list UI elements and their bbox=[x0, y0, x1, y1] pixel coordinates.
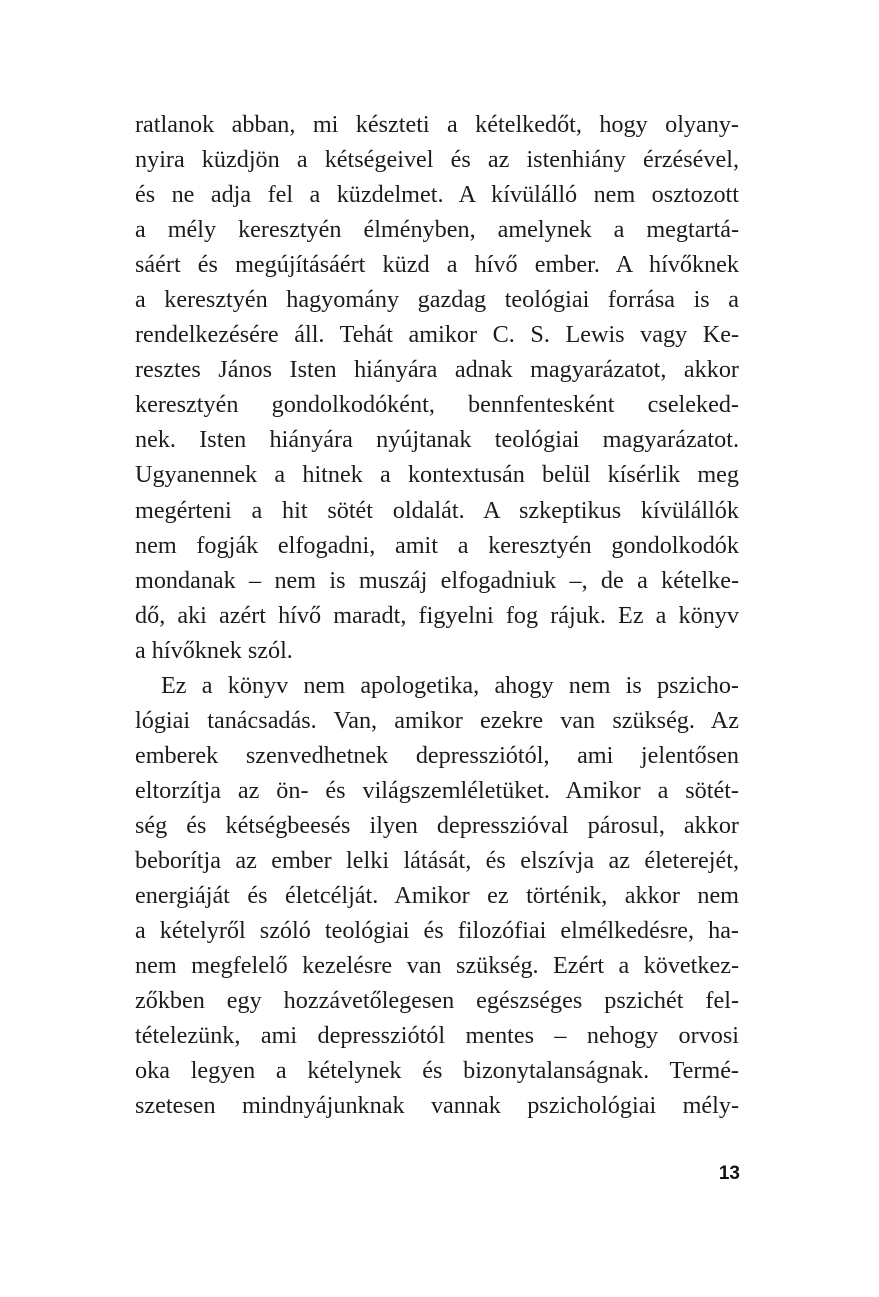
text-line: ség és kétségbeesés ilyen depresszióval párosul, akkor bbox=[135, 811, 739, 839]
text-line: nem fogják elfogadni, amit a keresztyén gondolkodók bbox=[135, 531, 739, 559]
text-line: a keresztyén hagyomány gazdag teológiai forrása is a bbox=[135, 286, 739, 314]
text-line: sáért és megújításáért küzd a hívő ember. A hívőknek bbox=[135, 251, 739, 279]
text-line: szetesen mindnyájunknak vannak pszichológiai mély- bbox=[135, 1092, 739, 1120]
text-line: nem megfelelő kezelésre van szükség. Ezért a következ- bbox=[135, 952, 739, 980]
text-line: eltorzítja az ön- és világszemléletüket. Amikor a sötét- bbox=[135, 776, 739, 804]
text-line: oka legyen a kételynek és bizonytalanságnak. Termé- bbox=[135, 1057, 739, 1085]
paragraph-1 bbox=[135, 107, 739, 668]
text-line: zőkben egy hozzávetőlegesen egészséges pszichét fel- bbox=[135, 987, 739, 1015]
paragraph-2 bbox=[135, 668, 739, 1124]
text-line: nyira küzdjön a kétségeivel és az istenhiány érzésével, bbox=[135, 146, 739, 174]
text-line: beborítja az ember lelki látását, és elszívja az életerejét, bbox=[135, 846, 739, 874]
text-line: ratlanok abban, mi készteti a kételkedőt, hogy olyany- bbox=[135, 111, 739, 138]
text-line: és ne adja fel a küzdelmet. A kívülálló nem osztozott bbox=[135, 181, 739, 209]
text-line: a mély keresztyén élményben, amelynek a megtartá- bbox=[135, 216, 739, 244]
text-line: resztes János Isten hiányára adnak magyarázatot, akkor bbox=[135, 356, 739, 384]
text-line: tételezünk, ami depressziótól mentes – nehogy orvosi bbox=[135, 1022, 739, 1050]
text-line: energiáját és életcélját. Amikor ez történik, akkor nem bbox=[135, 882, 739, 910]
text-line: a kételyről szóló teológiai és filozófiai elmélkedésre, ha- bbox=[135, 917, 739, 945]
text-line: nek. Isten hiányára nyújtanak teológiai magyarázatot. bbox=[135, 426, 739, 454]
text-line: mondanak – nem is muszáj elfogadniuk –, de a kételke- bbox=[135, 566, 739, 594]
text-line: Ugyanennek a hitnek a kontextusán belül kísérlik meg bbox=[135, 461, 739, 489]
text-line: a hívőknek szól. bbox=[135, 636, 293, 664]
text-line: emberek szenvedhetnek depressziótól, ami jelentősen bbox=[135, 741, 739, 769]
text-line: dő, aki azért hívő maradt, figyelni fog rájuk. Ez a könyv bbox=[135, 601, 739, 629]
text-line: rendelkezésére áll. Tehát amikor C. S. Lewis vagy Ke- bbox=[135, 321, 739, 349]
page-number: 13 bbox=[718, 1163, 740, 1184]
body-text bbox=[135, 107, 739, 1123]
text-line: keresztyén gondolkodóként, bennfentesként cseleked- bbox=[135, 391, 739, 419]
text-line: lógiai tanácsadás. Van, amikor ezekre van szükség. Az bbox=[135, 706, 739, 734]
text-line: megérteni a hit sötét oldalát. A szkeptikus kívülállók bbox=[135, 496, 739, 524]
text-line: Ez a könyv nem apologetika, ahogy nem is pszicho- bbox=[161, 671, 739, 699]
